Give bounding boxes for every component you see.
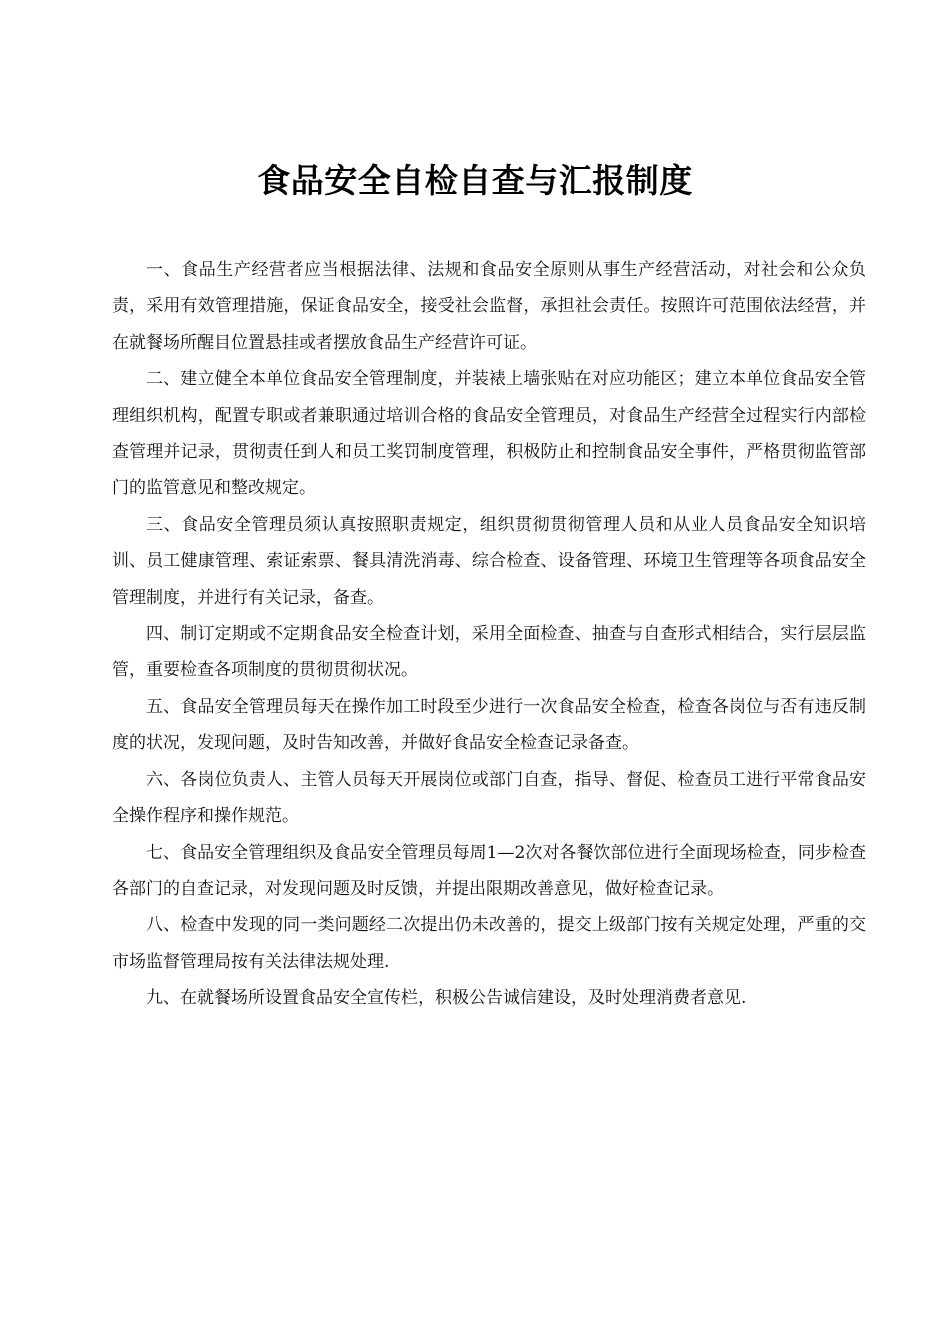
- paragraph-6: 六、各岗位负责人、主管人员每天开展岗位或部门自查，指导、督促、检查员工进行平常食品安全操作程序和操作规范。: [112, 769, 866, 827]
- document-body: [112, 252, 866, 1017]
- paragraph-8: 八、检查中发现的同一类问题经二次提出仍未改善的，提交上级部门按有关规定处理，严重的交市场监督管理局按有关法律法规处理.: [112, 915, 866, 972]
- document-title: 食品安全自检自查与汇报制度: [257, 161, 693, 200]
- paragraph-5: 五、食品安全管理员每天在操作加工时段至少进行一次食品安全检查，检查各岗位与否有违反制度的状况，发现问题，及时告知改善，并做好食品安全检查记录备查。: [112, 696, 866, 754]
- paragraph-1: 一、食品生产经营者应当根据法律、法规和食品安全原则从事生产经营活动，对社会和公众负责，采用有效管理措施，保证食品安全，接受社会监督，承担社会责任。按照许可范围依法经营，并在就餐场所醒目位置悬挂或者摆放食品生产经营许可证。: [112, 260, 866, 353]
- paragraph-9: 九、在就餐场所设置食品安全宣传栏，积极公告诚信建设，及时处理消费者意见.: [146, 988, 747, 1009]
- paragraph-3: 三、食品安全管理员须认真按照职责规定，组织贯彻贯彻管理人员和从业人员食品安全知识培训、员工健康管理、索证索票、餐具清洗消毒、综合检查、设备管理、环境卫生管理等各项食品安全管理制度，并进行有关记录，备查。: [112, 514, 866, 608]
- paragraph-4: 四、制订定期或不定期食品安全检查计划，采用全面检查、抽查与自查形式相结合，实行层层监管，重要检查各项制度的贯彻贯彻状况。: [112, 624, 866, 681]
- paragraph-2: 二、建立健全本单位食品安全管理制度，并装裱上墙张贴在对应功能区；建立本单位食品安全管理组织机构，配置专职或者兼职通过培训合格的食品安全管理员，对食品生产经营全过程实行内部检查管理并记录，贯彻责任到人和员工奖罚制度管理，积极防止和控制食品安全事件，严格贯彻监管部门的监管意见和整改规定。: [112, 369, 866, 499]
- paragraph-7: 七、食品安全管理组织及食品安全管理员每周1—2次对各餐饮部位进行全面现场检查，同步检查各部门的自查记录，对发现问题及时反馈，并提出限期改善意见，做好检查记录。: [112, 842, 866, 899]
